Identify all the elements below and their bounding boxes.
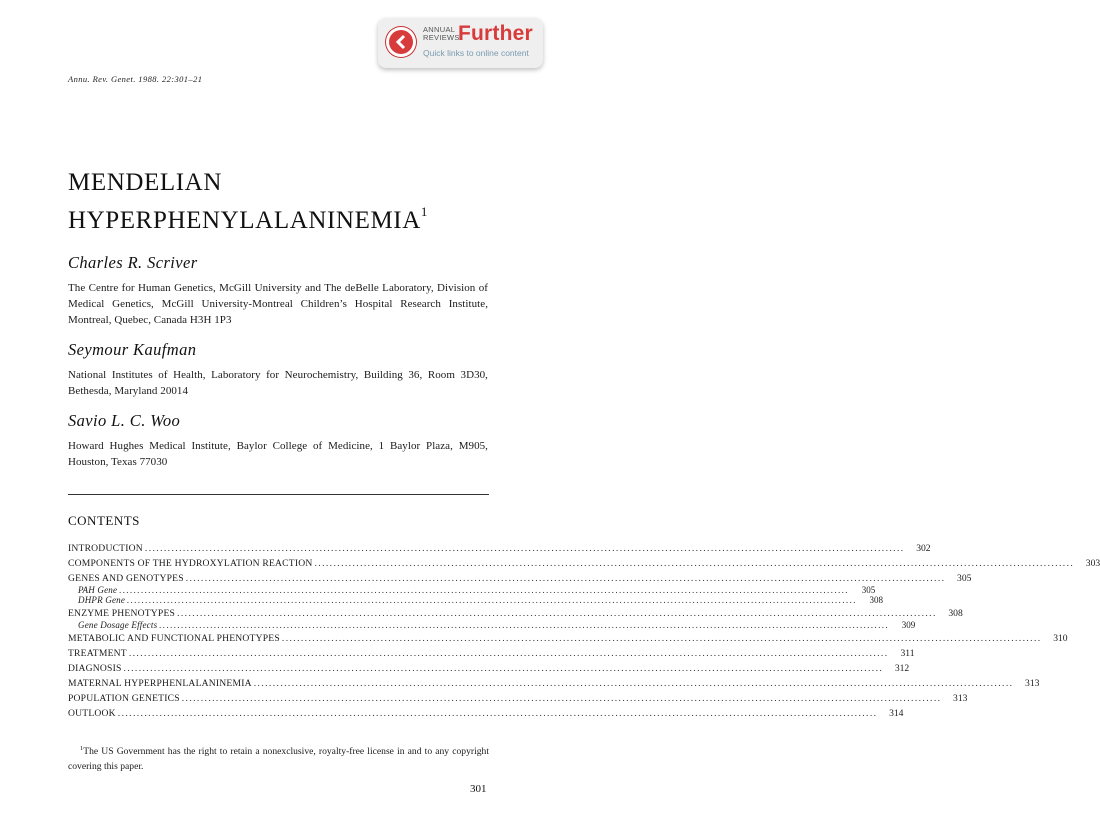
author-name: Savio L. C. Woo <box>68 411 181 430</box>
section-divider <box>68 494 489 495</box>
toc-entry-page: 310 <box>1053 633 1068 644</box>
toc-entry[interactable] <box>68 595 884 605</box>
toc-leader-dots: ........................................................................................................................................................................................................ <box>181 693 942 704</box>
toc-leader-dots: ........................................................................................................................................................................................................ <box>127 595 858 605</box>
toc-entry[interactable] <box>68 620 916 630</box>
toc-entry-label: MATERNAL HYPERPHENLALANINEMIA <box>68 678 252 689</box>
toc-leader-dots: ........................................................................................................................................................................................................ <box>281 633 1042 644</box>
badge-tagline: Quick links to online content <box>423 48 529 58</box>
toc-leader-dots: ........................................................................................................................................................................................................ <box>177 608 937 619</box>
toc-entry-page: 313 <box>953 693 968 704</box>
toc-leader-dots: ........................................................................................................................................................................................................ <box>185 573 946 584</box>
toc-leader-dots: ........................................................................................................................................................................................................ <box>128 648 889 659</box>
toc-entry-page: 311 <box>900 648 915 659</box>
toc-entry[interactable] <box>68 663 910 675</box>
toc-entry-page: 303 <box>1085 558 1100 569</box>
author-affiliation: Howard Hughes Medical Institute, Baylor College of Medicine, 1 Baylor Plaza, M905, Houston, Texas 77030 <box>68 440 488 468</box>
footnote-mark: 1 <box>80 745 84 752</box>
title-line-2: HYPERPHENYLALANINEMIA$^1$ <box>68 204 428 234</box>
article-title <box>68 168 428 235</box>
toc-entry-page: 302 <box>916 543 931 554</box>
badge-annual-reviews: ANNUAL REVIEWS <box>423 25 460 42</box>
toc-entry[interactable] <box>68 648 915 660</box>
badge-further-label: Further <box>458 22 533 45</box>
table-of-contents <box>68 543 1100 720</box>
toc-entry-page: 308 <box>869 595 884 605</box>
journal-citation: Annu. Rev. Genet. 1988. 22:301–21 <box>68 74 203 84</box>
toc-entry-label: Gene Dosage Effects <box>78 620 158 630</box>
author-name: Seymour Kaufman <box>68 340 197 359</box>
toc-leader-dots: ........................................................................................................................................................................................................ <box>159 620 890 630</box>
toc-entry-page: 308 <box>948 608 963 619</box>
page-number: 301 <box>470 783 487 795</box>
play-arrow-icon <box>386 27 416 57</box>
toc-entry-page: 312 <box>894 663 910 674</box>
toc-entry-page: 313 <box>1025 678 1040 689</box>
toc-entry[interactable] <box>68 678 1040 690</box>
footnote <box>68 741 489 774</box>
toc-entry[interactable] <box>68 543 931 555</box>
toc-entry-label: TREATMENT <box>68 648 127 659</box>
toc-entry-page: 314 <box>889 708 904 719</box>
toc-entry-label: PAH Gene <box>78 585 118 595</box>
toc-entry-page: 305 <box>957 573 972 584</box>
toc-entry[interactable] <box>68 608 963 620</box>
toc-entry-page: 305 <box>861 585 876 595</box>
title-line-1: MENDELIAN <box>68 169 222 196</box>
toc-entry-label: DHPR Gene <box>78 595 126 605</box>
toc-entry-page: 309 <box>901 620 916 630</box>
toc-entry-label: COMPONENTS OF THE HYDROXYLATION REACTION <box>68 558 313 569</box>
toc-entry[interactable] <box>68 573 972 585</box>
toc-leader-dots: ........................................................................................................................................................................................................ <box>144 543 905 554</box>
toc-entry[interactable] <box>68 585 876 595</box>
toc-entry-label: INTRODUCTION <box>68 543 143 554</box>
toc-entry[interactable] <box>68 708 904 720</box>
further-badge[interactable] <box>378 18 543 68</box>
toc-entry-label: METABOLIC AND FUNCTIONAL PHENOTYPES <box>68 633 280 644</box>
contents-heading: CONTENTS <box>68 513 140 528</box>
toc-entry[interactable] <box>68 633 1068 645</box>
toc-leader-dots: ........................................................................................................................................................................................................ <box>117 708 878 719</box>
title-footnote-mark[interactable]: 1 <box>420 204 428 219</box>
toc-entry-label: DIAGNOSIS <box>68 663 122 674</box>
author-affiliation: National Institutes of Health, Laboratory for Neurochemistry, Building 36, Room 3D30, Bethesda, Maryland 20014 <box>68 369 488 397</box>
toc-entry[interactable] <box>68 558 1100 570</box>
toc-entry-label: GENES AND GENOTYPES <box>68 573 184 584</box>
toc-entry[interactable] <box>68 693 968 705</box>
author-name: Charles R. Scriver <box>68 253 198 272</box>
footnote-text: The US Government has the right to retain a nonexclusive, royalty-free license in and to any copyright covering this paper. <box>68 746 489 772</box>
toc-leader-dots: ........................................................................................................................................................................................................ <box>253 678 1014 689</box>
toc-leader-dots: ........................................................................................................................................................................................................ <box>314 558 1075 569</box>
toc-entry-label: POPULATION GENETICS <box>68 693 180 704</box>
toc-leader-dots: ........................................................................................................................................................................................................ <box>119 585 850 595</box>
toc-leader-dots: ........................................................................................................................................................................................................ <box>123 663 884 674</box>
toc-entry-label: ENZYME PHENOTYPES <box>68 608 176 619</box>
author-affiliation: The Centre for Human Genetics, McGill University and The deBelle Laboratory, Division of Medical Genetics, McGill University-Montreal Children’s Hospital Research Institute, Montreal, Quebec, Canada H3H 1P3 <box>68 282 488 326</box>
toc-entry-label: OUTLOOK <box>68 708 116 719</box>
